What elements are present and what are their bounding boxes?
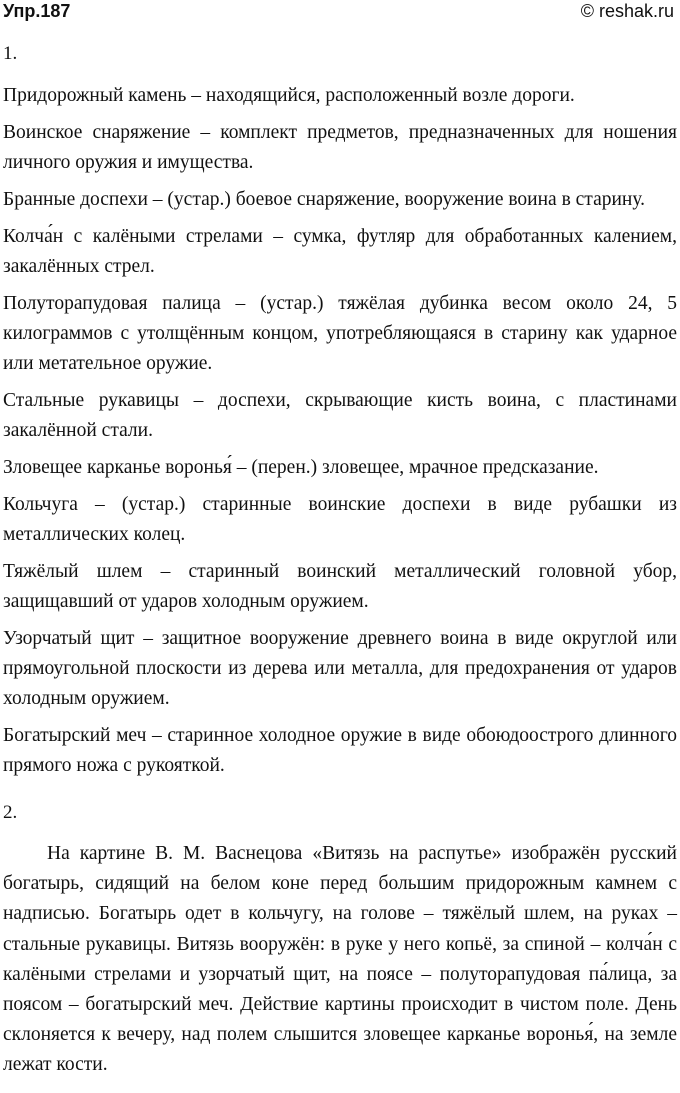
essay-paragraph: На картине В. М. Васнецова «Витязь на распутье» изображён русский богатырь, сидящий на белом коне перед большим придорожным камнем с надписью. Богатырь одет в кольчугу, на голове – тяжёлый шлем, на руках – стальные рукавицы. Витязь вооружён: в руке у него копьё, за спиной – колча́н с калёными стрелами и узорчатый щит, на поясе – полуторапудовая па́лица, за поясом – богатырский меч. Действие картины происходит в чистом поле. День склоняется к вечеру, над полем слышится зловещее карканье воронья́, на земле лежат кости. [3, 843, 677, 1076]
section-number-2: 2. [3, 802, 18, 823]
vocabulary-entry: Придорожный камень – находящийся, расположенный возле дороги. [3, 85, 575, 106]
vocabulary-entry: Воинское снаряжение – комплект предметов, предназначенных для ношения личного оружия и имущества. [3, 122, 677, 173]
vocabulary-entry: Колча́н с калёными стрелами – сумка, футляр для обработанных калением, закалённых стрел. [3, 226, 677, 277]
page-header [0, 0, 680, 26]
vocabulary-entry: Стальные рукавицы – доспехи, скрывающие кисть воина, с пластинами закалённой стали. [3, 390, 677, 441]
vocabulary-entry: Кольчуга – (устар.) старинные воинские доспехи в виде рубашки из металлических колец. [3, 494, 677, 545]
vocabulary-entry: Бранные доспехи – (устар.) боевое снаряжение, вооружение воина в старину. [3, 189, 646, 210]
vocabulary-entry: Богатырский меч – старинное холодное оружие в виде обоюдоострого длинного прямого ножа с рукояткой. [3, 725, 677, 776]
vocabulary-entry: Полуторапудовая палица – (устар.) тяжёлая дубинка весом около 24, 5 килограммов с утолщённым концом, употребляющаяся в старину как ударное или метательное оружие. [3, 293, 677, 374]
section-number-1: 1. [3, 43, 18, 64]
vocabulary-list [3, 81, 677, 788]
vocabulary-entry: Тяжёлый шлем – старинный воинский металлический головной убор, защищавший от ударов холодным оружием. [3, 561, 677, 612]
vocabulary-entry: Узорчатый щит – защитное вооружение древнего воина в виде округлой или прямоугольной плоскости из дерева или металла, для предохранения от ударов холодным оружием. [3, 628, 677, 709]
source-watermark: © reshak.ru [580, 1, 674, 21]
vocabulary-entry: Зловещее карканье воронья́ – (перен.) зловещее, мрачное предсказание. [3, 457, 599, 478]
exercise-title: Упр.187 [3, 1, 71, 21]
